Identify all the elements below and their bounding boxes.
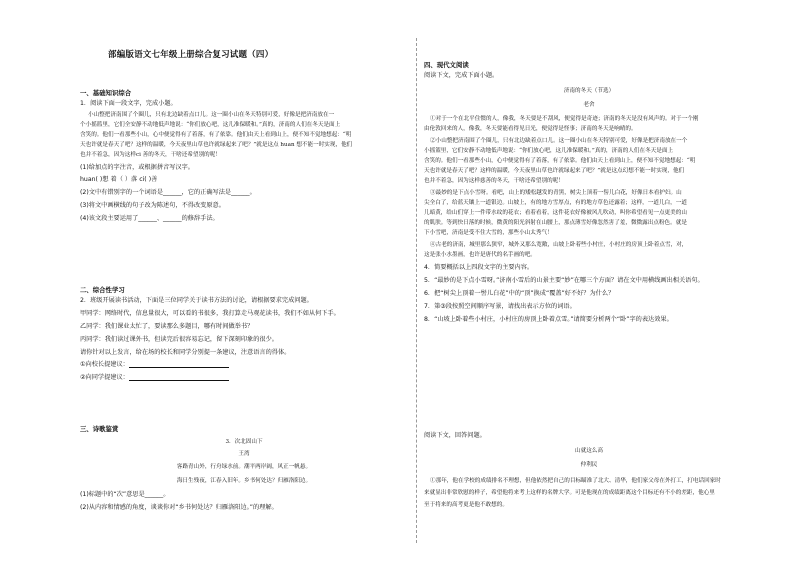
answer-blank[interactable]	[129, 374, 229, 381]
question-4: 4．简要概括以上四段文字的主要内容。	[424, 264, 534, 271]
sub-question: huan( )想 着（ ）落 ci( )善	[80, 176, 158, 183]
sub-question: (4)该文段主要运用了______、______的修辞手法。	[80, 215, 219, 222]
passage-line: ①那年，他在学校的成绩排名不理想，但他依然把自己的目标瞄准了北大、清华，他们家父母在外打工，打电话回家时	[430, 478, 721, 484]
passage-line: 也并不着急，因为这样慈善的冬天，干啥还希望别的呢！	[424, 178, 564, 184]
passage-line: 也并不着急，因为这样ci 善的冬天，干啥还希望别的呢！	[80, 152, 221, 158]
poem-line: 海日生残夜，江春入旧年。乡书何处达？归雁洛阳边。	[176, 478, 312, 484]
section-heading-reading: 四、现代文阅读	[424, 61, 469, 69]
student-jia: 甲同学：网络时代，信息量很大，可以看的书很多，我打算走马观花读书，我们不如从何下手。	[80, 310, 340, 317]
question-7: 7．第③段按照空间顺序写景，请找出表示方位的词语。	[424, 303, 576, 310]
instruction: 请你针对以上发言，给在场的校长和同学分别提一条建议，注意语言的得体。	[80, 349, 291, 356]
article-title: 济南的冬天（节选）	[563, 88, 615, 94]
passage-line: ④古老的济南，城里那么狭窄，城外又那么宽敞，山坡上卧着些小村庄，小村庄的房顶上卧着点雪，对，	[430, 242, 688, 248]
page-title: 部编版语文七年级上册综合复习试题（四）	[108, 50, 274, 60]
passage-line: 儿暗黄，给山们穿上一件带水纹的花衣；看着看着，这件花衣好像被风儿吹动，叫你希望看见一点更美的山	[424, 210, 687, 216]
passage-line: 含笑的。他们一看那些小山，心中便觉得有了着落，有了依靠。他们由天上看到山上，便不知不觉地想起：“明	[80, 132, 352, 138]
reading-instruction: 阅读下文，完成下面小题。	[424, 72, 499, 79]
reading-instruction: 阅读下文，回答问题。	[424, 432, 486, 439]
article-author: 仲利民	[580, 462, 598, 468]
passage-line: ③最妙的是下点小雪呀。看吧，山上的矮松越发的青黑，树尖上顶着一髻儿白花，好像日本看护妇。山	[430, 190, 682, 196]
passage-line: ①对于一个在北平住惯的人，像我，冬天要是不刮风，便觉得是奇迹；济南的冬天是没有风声的。对于一个刚	[430, 116, 699, 122]
question-1: 1．阅读下面一段文字，完成小题。	[80, 100, 177, 107]
passage-line: 天也许就是春天了吧？这样的温暖，今天夜里山草也许就绿起来了吧？”就是这点 huan 想不能一时实现，他们	[80, 142, 353, 148]
section-heading-comprehensive: 二、综合性学习	[80, 286, 125, 294]
sub-question: (3)将文中画横线的句子改为陈述句，不得改变原意。	[80, 202, 225, 209]
question-2: 2．班级开展读书活动，下面是三位同学关于读书方法的讨论，请根据要求完成问题。	[80, 297, 313, 304]
passage-line: 个小摇篮里，它们全安静不动地低声地说：“你们放心吧，这儿准保暖和。”真的，济南的人们在冬天是面上	[80, 122, 341, 128]
article-title: 山就这么高	[575, 448, 603, 454]
question-5: 5．“最妙的是下点小雪呀。”济南小雪后的山景主要“妙”在哪三个方面？请在文中用横线画出相关语句。	[424, 277, 704, 284]
suggestion-principal: ①向校长提建议：	[80, 361, 229, 368]
passage-line: 下小雪吧，济南是受不住大雪的，那些小山太秀气！	[424, 230, 553, 236]
question-6: 6．把“树尖上顶着一髻儿白花”中的“顶”换成“覆盖”好不好？为什么？	[424, 290, 615, 297]
poem-author: 王湾	[238, 451, 250, 457]
passage-line: 至于将来的高考更是他不敢想的。	[424, 502, 508, 508]
section-heading-poetry: 三、诗歌鉴赏	[80, 425, 119, 433]
answer-blank[interactable]	[129, 361, 229, 368]
passage-line: 尖全白了，给蓝天镶上一道银边。山坡上，有的地方雪厚点，有的地方草色还露着；这样，一道儿白，一道	[424, 200, 687, 206]
poem-title: 3．次北固山下	[225, 439, 263, 445]
passage-line: 来就显出非常欣慰的样子，希望他将来考上这样的名牌大学。可是他现在的成绩距离这个目标还有不小的差距，他心里	[424, 490, 715, 496]
passage-line: 含笑的。他们一看那些小山，心中便觉得有了着落，有了依靠。他们由天上看到山上，便不知不觉地想起：“明	[424, 158, 696, 164]
passage-line: 这是张小水墨画，也许是唐代的名手画的吧。	[424, 252, 536, 258]
passage-line: 天也许就是春天了吧？这样的温暖，今天夜里山草也许就绿起来了吧？”就是这点幻想不能一时实现，他们	[424, 168, 685, 174]
student-bing: 丙同学：我们读过课外书，但读完后很容易忘记，留下深刻印象的很少。	[80, 336, 278, 343]
sub-question: (2)文中有错别字的一个词语是______，它的正确写法是______。	[80, 189, 256, 196]
student-yi: 乙同学：我们课业太忙了，要读那么多题目，哪有时间做举书？	[80, 323, 254, 330]
right-column	[424, 0, 754, 562]
sub-question: (2)从内容和情感的角度，谈谈你对“乡书何处达？归雁洛阳边。”的理解。	[80, 504, 278, 511]
column-divider	[416, 38, 417, 543]
suggestion-classmates: ②向同学提建议：	[80, 374, 229, 381]
sub-question: (1)标题中的“次”意思是______。	[80, 491, 170, 498]
left-column	[80, 0, 408, 562]
passage-line: 小山整把济南围了个圈儿，只有北边缺着点口儿。这一圈小山在冬天特别可爱，好像是把济南放在一	[88, 112, 335, 118]
article-author: 老舍	[583, 102, 595, 108]
poem-line: 客路青山外，行舟绿水前。潮平两岸阔，风正一帆悬。	[176, 464, 312, 470]
passage-line: 小摇篮里，它们安静不动地低声地说：“你们放心吧，这儿准保暖和。”真的，济南的人们在冬天是面上	[424, 148, 674, 154]
sub-question: (1)给加点的字注音，或根据拼音写汉字。	[80, 164, 194, 171]
passage-line: 的肌肤。等到快日落的时候，微黄的阳光斜射在山腰上，那点薄雪好像忽然害了羞，微微露出点粉色。就是	[424, 220, 687, 226]
passage-line: ②小山整把济南围了个圈儿，只有北边缺着点口儿。这一圈小山在冬天特别可爱，好像是把济南放在一个	[430, 138, 688, 144]
question-8: 8．“山坡上卧着些小村庄，小村庄的房顶上卧着点雪。”请简要分析两个“卧”字的表达效果。	[424, 316, 673, 323]
section-heading-basic: 一、基础知识综合	[80, 89, 132, 97]
passage-line: 由伦敦回来的人，像我，冬天要能看得见日光，便觉得是怪事；济南的冬天是响晴的。	[424, 126, 637, 132]
